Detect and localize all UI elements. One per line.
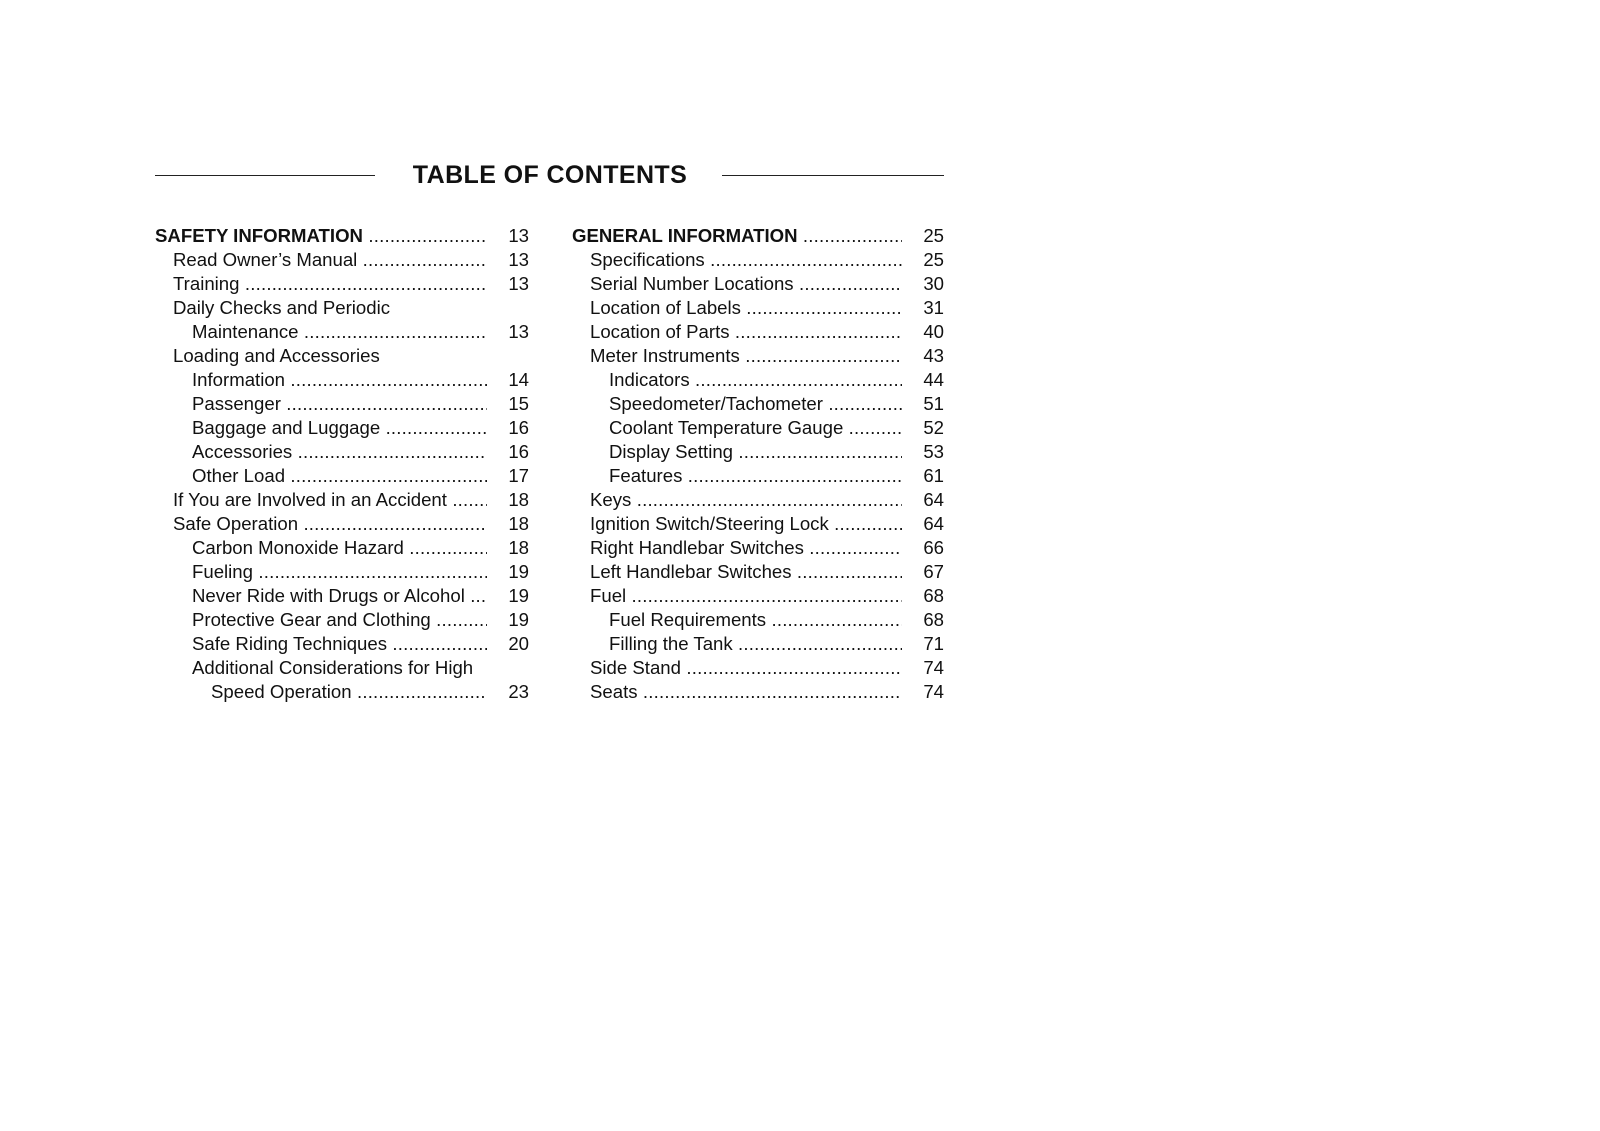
- toc-entry-leader: [192, 320, 487, 344]
- toc-entry-leader: [590, 272, 902, 296]
- toc-entry-label: Keys: [590, 489, 632, 510]
- toc-entry-label: Information: [192, 369, 286, 390]
- toc-entry-label: Filling the Tank: [609, 633, 733, 654]
- toc-entry: [155, 488, 529, 512]
- toc-entry: [572, 440, 944, 464]
- toc-entry-leader: [192, 560, 487, 584]
- toc-entry: [572, 320, 944, 344]
- toc-entry-leader: [173, 512, 487, 536]
- toc-entry: [572, 368, 944, 392]
- toc-entry-leader: [590, 488, 902, 512]
- toc-entry-page-number: 68: [923, 609, 944, 630]
- toc-entry: [155, 320, 529, 344]
- toc-entry-leader: [572, 224, 902, 248]
- toc-entry-page-number: 14: [508, 369, 529, 390]
- toc-entry: [155, 248, 529, 272]
- toc-entry: [155, 632, 529, 656]
- toc-entry-label: Right Handlebar Switches: [590, 537, 804, 558]
- toc-entry: [155, 560, 529, 584]
- toc-entry-label: SAFETY INFORMATION: [155, 225, 363, 246]
- toc-entry-page-number: 67: [923, 561, 944, 582]
- toc-entry-leader: [590, 248, 902, 272]
- toc-entry-page-number: 52: [923, 417, 944, 438]
- page-title: TABLE OF CONTENTS: [412, 161, 688, 189]
- toc-entry-page-number: 71: [923, 633, 944, 654]
- toc-entry: [572, 584, 944, 608]
- toc-entry-label: Safe Operation: [173, 513, 299, 534]
- toc-entry-page-number: 19: [508, 585, 529, 606]
- toc-entry-label: Meter Instruments: [590, 345, 740, 366]
- toc-entry-leader: [590, 536, 902, 560]
- toc-entry-leader: [590, 680, 902, 704]
- toc-entry: [572, 344, 944, 368]
- toc-entry-page-number: 31: [923, 297, 944, 318]
- toc-entry-label: Fueling: [192, 561, 253, 582]
- toc-entry: [155, 392, 529, 416]
- toc-entry-page-number: 18: [508, 489, 529, 510]
- toc-entry: [572, 296, 944, 320]
- toc-entry-label: Location of Parts: [590, 321, 730, 342]
- toc-entry-label: If You are Involved in an Accident: [173, 489, 447, 510]
- toc-entry-leader: [609, 416, 902, 440]
- toc-entry: [572, 608, 944, 632]
- toc-entry: [155, 224, 529, 248]
- toc-entry-leader: [192, 392, 487, 416]
- toc-entry: [572, 536, 944, 560]
- toc-entry-page-number: 16: [508, 417, 529, 438]
- toc-entry-leader: [192, 536, 487, 560]
- toc-entry: [155, 344, 529, 368]
- toc-entry-label: Location of Labels: [590, 297, 741, 318]
- toc-entry-page-number: 30: [923, 273, 944, 294]
- toc-entry-page-number: 23: [508, 681, 529, 702]
- toc-entry-leader: [590, 584, 902, 608]
- toc-entry: [155, 416, 529, 440]
- toc-entry-label: Baggage and Luggage: [192, 417, 381, 438]
- toc-entry-page-number: 20: [508, 633, 529, 654]
- toc-entry-page-number: 43: [923, 345, 944, 366]
- toc-entry-label: Features: [609, 465, 683, 486]
- toc-entry-page-number: 51: [923, 393, 944, 414]
- toc-entry-leader: [609, 464, 902, 488]
- toc-entry: [572, 512, 944, 536]
- toc-entry-page-number: 74: [923, 657, 944, 678]
- toc-entry-label: Speedometer/Tachometer: [609, 393, 823, 414]
- toc-entry-page-number: 17: [508, 465, 529, 486]
- toc-entry-label: Maintenance: [192, 321, 299, 342]
- toc-entry-label: Read Owner’s Manual: [173, 249, 358, 270]
- toc-entry-label: Display Setting: [609, 441, 734, 462]
- toc-entry-leader: [192, 584, 487, 608]
- toc-entry: [572, 488, 944, 512]
- toc-entry: [572, 416, 944, 440]
- toc-entry-leader: [192, 464, 487, 488]
- toc-entry: [572, 392, 944, 416]
- toc-column-left: [155, 224, 529, 704]
- toc-entry-page-number: 66: [923, 537, 944, 558]
- toc-entry-label: Safe Riding Techniques: [192, 633, 388, 654]
- toc-entry-label: Never Ride with Drugs or Alcohol: [192, 585, 465, 606]
- toc-entry-leader: [192, 368, 487, 392]
- toc-entry-leader: [590, 296, 902, 320]
- toc-entry-label: Side Stand: [590, 657, 681, 678]
- toc-entry-label: Accessories: [192, 441, 293, 462]
- toc-entry: [155, 584, 529, 608]
- toc-entry-label: Daily Checks and Periodic: [173, 297, 391, 318]
- toc-entry: [155, 368, 529, 392]
- toc-entry-page-number: 13: [508, 249, 529, 270]
- toc-entry-page-number: 25: [923, 249, 944, 270]
- toc-entry: [572, 464, 944, 488]
- toc-entry-leader: [590, 344, 902, 368]
- toc-entry-page-number: 68: [923, 585, 944, 606]
- toc-entry-leader: [192, 416, 487, 440]
- toc-entry-page-number: 18: [508, 537, 529, 558]
- toc-entry: [572, 632, 944, 656]
- toc-entry-page-number: 74: [923, 681, 944, 702]
- toc-entry-page-number: 13: [508, 225, 529, 246]
- toc-entry-label: Other Load: [192, 465, 286, 486]
- toc-entry-leader: [609, 632, 902, 656]
- toc-entry-leader: [192, 632, 487, 656]
- toc-entry-leader: [590, 656, 902, 680]
- toc-entry: [155, 608, 529, 632]
- toc-entry: [572, 272, 944, 296]
- toc-entry-leader: [173, 296, 487, 320]
- toc-entry-label: Serial Number Locations: [590, 273, 794, 294]
- toc-entry-page-number: 16: [508, 441, 529, 462]
- toc-entry: [155, 680, 529, 704]
- toc-entry: [155, 656, 529, 680]
- toc-entry-label: Carbon Monoxide Hazard: [192, 537, 404, 558]
- toc-entry-label: Additional Considerations for High: [192, 657, 474, 678]
- toc-entry-label: Coolant Temperature Gauge: [609, 417, 844, 438]
- title-rule-left: [155, 175, 375, 176]
- toc-entry-label: Indicators: [609, 369, 690, 390]
- toc-entry-label: Speed Operation: [211, 681, 352, 702]
- toc-entry: [155, 440, 529, 464]
- toc-entry-leader: [590, 560, 902, 584]
- toc-entry-leader: [173, 488, 487, 512]
- toc-entry-page-number: 40: [923, 321, 944, 342]
- toc-entry-label: Seats: [590, 681, 638, 702]
- toc-entry-leader: [590, 512, 902, 536]
- toc-entry: [155, 272, 529, 296]
- toc-entry-page-number: 61: [923, 465, 944, 486]
- toc-entry-page-number: 64: [923, 513, 944, 534]
- toc-entry: [572, 656, 944, 680]
- toc-entry-leader: [192, 608, 487, 632]
- toc-entry-page-number: 44: [923, 369, 944, 390]
- toc-entry: [155, 296, 529, 320]
- toc-entry-label: Fuel Requirements: [609, 609, 767, 630]
- toc-entry-page-number: 13: [508, 321, 529, 342]
- toc-entry-page-number: 53: [923, 441, 944, 462]
- toc-entry-page-number: 19: [508, 609, 529, 630]
- toc-entry-leader: [590, 320, 902, 344]
- toc-entry: [155, 512, 529, 536]
- toc-entry: [572, 248, 944, 272]
- toc-entry-label: Training: [173, 273, 240, 294]
- toc-entry: [572, 560, 944, 584]
- toc-entry-leader: [192, 656, 487, 680]
- toc-entry-leader: [211, 680, 487, 704]
- toc-entry-label: Specifications: [590, 249, 705, 270]
- toc-entry-leader: [609, 392, 902, 416]
- toc-column-right: [572, 224, 944, 704]
- toc-entry-label: Fuel: [590, 585, 627, 606]
- toc-entry-leader: [192, 440, 487, 464]
- toc-entry-leader: [173, 248, 487, 272]
- toc-entry-label: Passenger: [192, 393, 281, 414]
- toc-entry-leader: [609, 368, 902, 392]
- toc-entry-leader: [173, 272, 487, 296]
- toc-entry: [155, 536, 529, 560]
- toc-entry-page-number: 25: [923, 225, 944, 246]
- toc-entry-page-number: 18: [508, 513, 529, 534]
- toc-entry-leader: [609, 608, 902, 632]
- toc-entry: [572, 224, 944, 248]
- toc-entry-leader: [609, 440, 902, 464]
- toc-entry-page-number: 15: [508, 393, 529, 414]
- toc-entry-leader: [155, 224, 487, 248]
- toc-entry: [572, 680, 944, 704]
- toc-entry-page-number: 13: [508, 273, 529, 294]
- toc-entry-label: Loading and Accessories: [173, 345, 380, 366]
- toc-entry-page-number: 64: [923, 489, 944, 510]
- toc-entry-page-number: 19: [508, 561, 529, 582]
- toc-entry-label: Left Handlebar Switches: [590, 561, 792, 582]
- toc-entry-label: Protective Gear and Clothing: [192, 609, 431, 630]
- toc-entry-leader: [173, 344, 487, 368]
- title-rule-right: [722, 175, 944, 176]
- toc-entry-label: GENERAL INFORMATION: [572, 225, 798, 246]
- toc-entry-label: Ignition Switch/Steering Lock: [590, 513, 829, 534]
- toc-entry: [155, 464, 529, 488]
